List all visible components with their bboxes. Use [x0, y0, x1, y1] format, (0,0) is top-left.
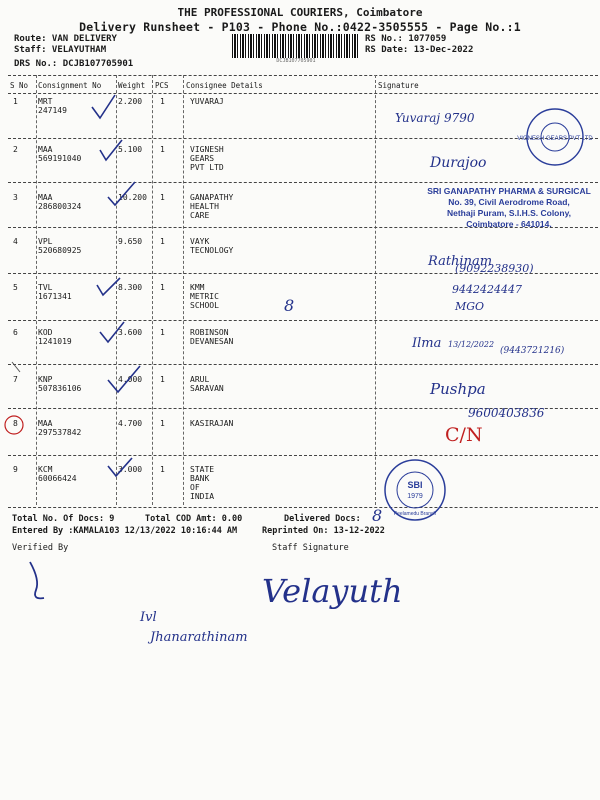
stamp-line: Coimbatore - 641014. [466, 219, 552, 229]
row-consignee: KASIRAJAN [190, 419, 234, 428]
row-sno: 3 [13, 193, 18, 202]
signature-row-1: Yuvaraj 9790 [395, 111, 475, 125]
row-consignee: VIGNESH GEARS PVT LTD [190, 145, 224, 172]
row-sno: 5 [13, 283, 18, 292]
row-consignment: MAA 286800324 [38, 193, 82, 211]
row-consignee: ROBINSON DEVANESAN [190, 328, 234, 346]
header-sno: S No [10, 81, 29, 90]
row-sno: 8 [13, 419, 18, 428]
staff-label: Staff: VELAYUTHAM [14, 45, 107, 55]
row-weight: 10.200 [118, 193, 147, 202]
row-consignment: TVL 1671341 [38, 283, 72, 301]
row-consignee: VAYK TECNOLOGY [190, 237, 234, 255]
row-consignment: KOD 1241019 [38, 328, 72, 346]
signature-row-2: Durajoo [430, 155, 487, 171]
signature-row-4-name: Rathinam [428, 254, 493, 269]
row-weight: 3.600 [118, 328, 143, 337]
row-consignee: ARUL SARAVAN [190, 375, 224, 393]
rs-date: RS Date: 13-Dec-2022 [365, 45, 474, 55]
staff-signature: Velayuth [262, 572, 403, 610]
document-title: THE PROFESSIONAL COURIERS, Coimbatore [177, 6, 423, 19]
drs-number: DRS No.: DCJB107705901 [14, 59, 134, 69]
signature-row-7-phone: 9600403836 [468, 406, 545, 420]
row-consignment: VPL 520680925 [38, 237, 82, 255]
row-consignment: KCM 60066424 [38, 465, 77, 483]
header-weight: Weight [118, 81, 146, 90]
row-pcs: 1 [160, 465, 165, 474]
document-subtitle: Delivery Runsheet - P103 - Phone No.:0422-3505555 - Page No.:1 [79, 20, 521, 34]
row-consignment: MAA 297537842 [38, 419, 82, 437]
row-weight: 2.200 [118, 97, 143, 106]
delivered-docs: Delivered Docs: [284, 514, 361, 524]
signature-row-6-date: 13/12/2022 [448, 340, 495, 349]
row-consignee: KMM METRIC SCHOOL [190, 283, 219, 310]
row-sno: 6 [13, 328, 18, 337]
signature-row-5-phone: 9442424447 [452, 283, 522, 296]
barcode-text: DCJB107705901 [276, 58, 316, 64]
row-weight: 5.100 [118, 145, 143, 154]
stamp-line: SRI GANAPATHY PHARMA & SURGICAL [427, 186, 591, 196]
signature-row-7-name: Pushpa [430, 380, 486, 398]
verifier-signature-2: Jhanarathinam [150, 630, 248, 645]
row-consignee: GANAPATHY HEALTH CARE [190, 193, 234, 220]
total-cod: Total COD Amt: 0.00 [145, 514, 243, 524]
row-sno: 1 [13, 97, 18, 106]
sbi-stamp-branch: Peelamedu Branch [393, 511, 437, 517]
header-consignee: Consignee Details [186, 81, 263, 90]
verifier-scribble [30, 562, 44, 598]
row-pcs: 1 [160, 283, 165, 292]
vignesh-stamp-text: VIGNESH GEARS PVT LTD [517, 136, 593, 142]
row-weight: 9.650 [118, 237, 143, 246]
row-pcs: 1 [160, 97, 165, 106]
header-pcs: PCS [155, 81, 169, 90]
row-weight: 3.000 [118, 465, 143, 474]
verified-by-label: Verified By [12, 543, 69, 553]
row-sno: 2 [13, 145, 18, 154]
route-label: Route: VAN DELIVERY [14, 34, 117, 44]
row-consignment: KNP 507836106 [38, 375, 82, 393]
reprinted-on: Reprinted On: 13-12-2022 [262, 526, 385, 536]
row-weight: 4.000 [118, 375, 143, 384]
row-pcs: 1 [160, 237, 165, 246]
row-consignee: STATE BANK OF INDIA [190, 465, 215, 501]
row-sno: 7 [13, 375, 18, 384]
sbi-stamp-code: SBI [407, 480, 423, 490]
sbi-stamp-year: 1979 [407, 493, 423, 500]
total-docs: Total No. Of Docs: 9 [12, 514, 115, 524]
row-pcs: 1 [160, 193, 165, 202]
stamp-line: Nethaji Puram, S.I.H.S. Colony, [446, 208, 572, 218]
header-signature: Signature [378, 81, 419, 90]
row-sno: 4 [13, 237, 18, 246]
row-sno: 9 [13, 465, 18, 474]
handwritten-mark: 8 [372, 506, 383, 525]
signature-row-4-phone: (9092238930) [455, 262, 534, 275]
row-pcs: 1 [160, 145, 165, 154]
header-consignment: Consignment No [38, 81, 102, 90]
row-consignment: MRT 247149 [38, 97, 67, 115]
signature-row-5-name: MGO [455, 300, 485, 313]
entered-by: Entered By :KAMALA103 12/13/2022 10:16:44 AM [12, 526, 238, 536]
verifier-signature-1: Ivl [140, 610, 157, 625]
row-pcs: 1 [160, 375, 165, 384]
row-consignee: YUVARAJ [190, 97, 224, 106]
handwritten-mark: 8 [284, 296, 295, 315]
staff-signature-label: Staff Signature [272, 543, 349, 553]
signature-row-6-phone: (9443721216) [500, 346, 565, 356]
rs-number: RS No.: 1077059 [365, 34, 447, 44]
signature-row-6-name: Ilma [412, 336, 442, 351]
row-weight: 8.300 [118, 283, 143, 292]
handwritten-cn-mark: C/N [445, 424, 483, 446]
row-pcs: 1 [160, 328, 165, 337]
row-weight: 4.700 [118, 419, 143, 428]
row-pcs: 1 [160, 419, 165, 428]
row-consignment: MAA 569191040 [38, 145, 82, 163]
stamp-line: No. 39, Civil Aerodrome Road, [448, 197, 570, 207]
